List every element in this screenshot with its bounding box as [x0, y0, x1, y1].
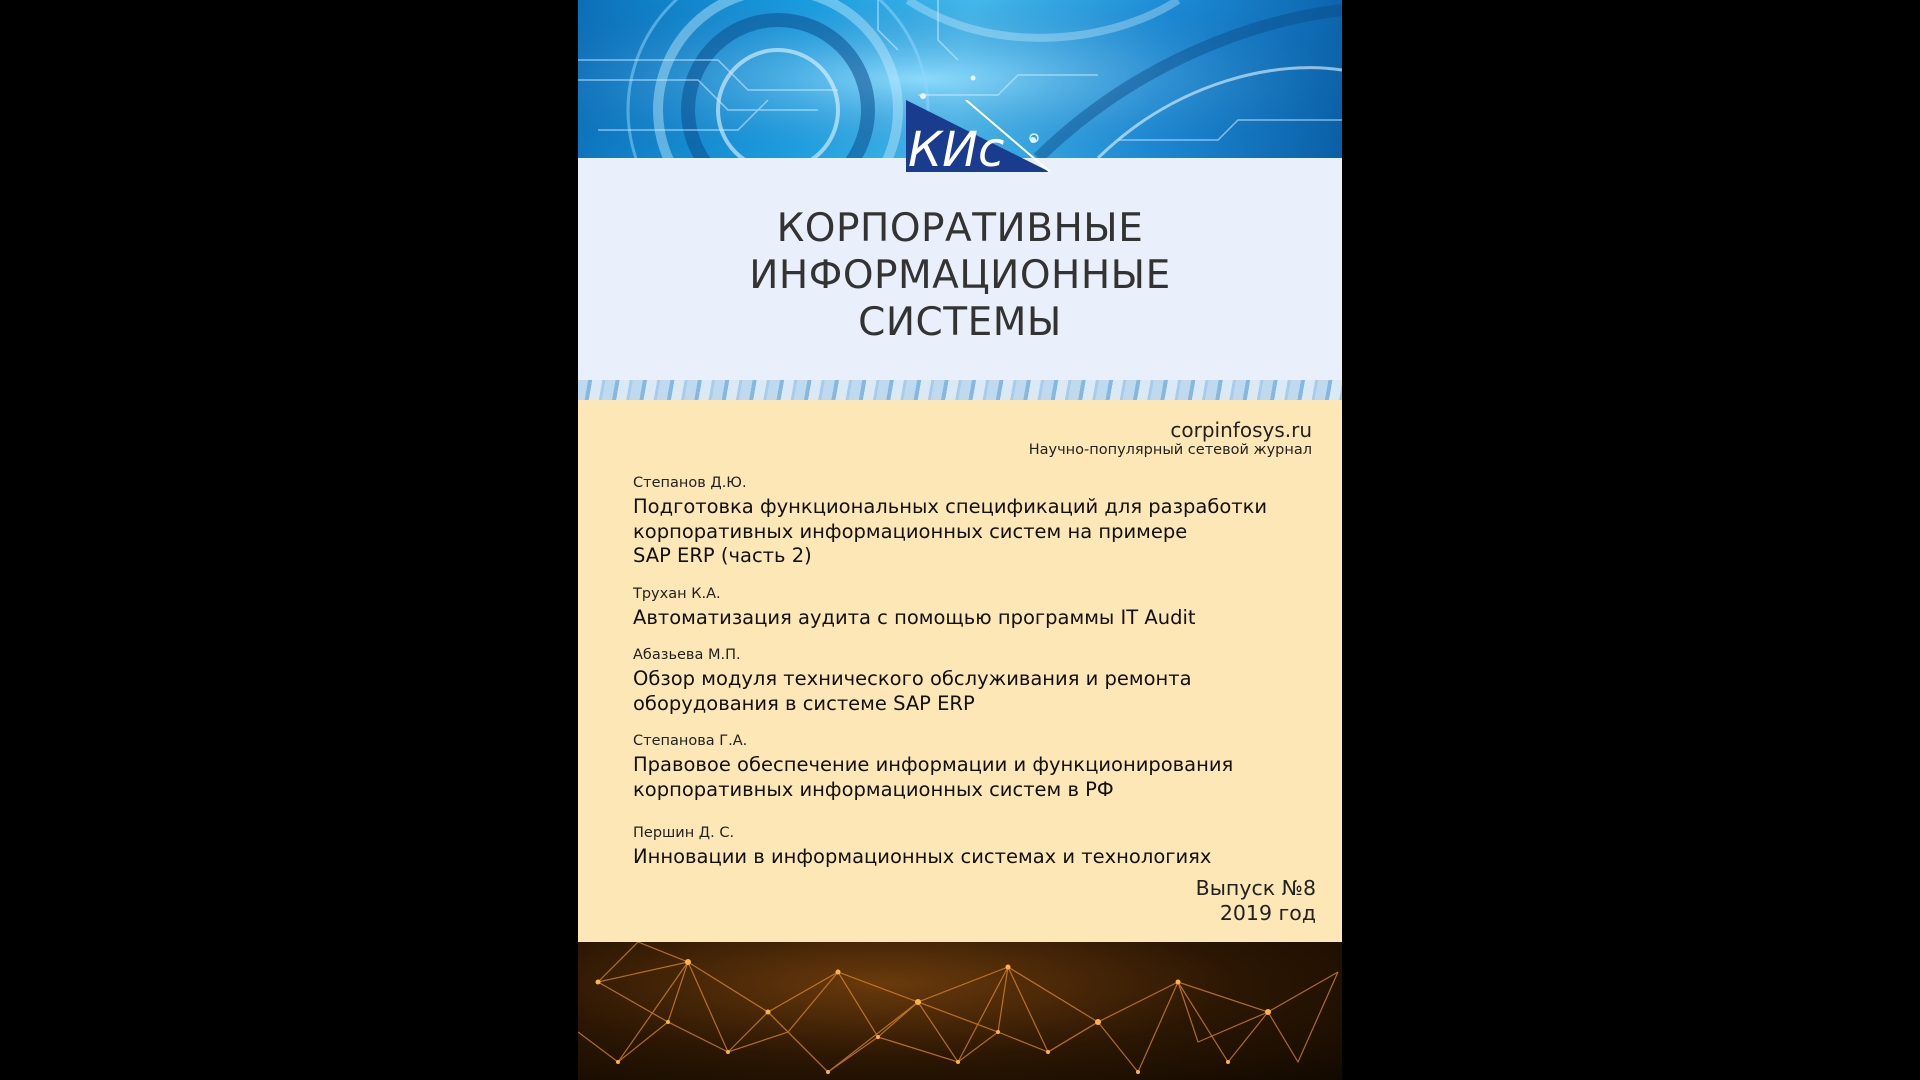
article-title — [633, 667, 1313, 716]
footer-network-banner — [578, 942, 1342, 1080]
article-author: Степанова Г.А. — [633, 733, 748, 749]
article-title-line: Автоматизация аудита с помощью программы IT Audit — [633, 606, 1196, 629]
article-entry — [633, 732, 1313, 802]
article-author: Абазьева М.П. — [633, 647, 741, 663]
article-title — [633, 495, 1313, 569]
issue-year: 2019 год — [1219, 900, 1316, 925]
kis-logo — [906, 100, 1050, 172]
article-author: Першин Д. С. — [633, 825, 735, 841]
article-author: Трухан К.А. — [633, 586, 721, 602]
article-title-line: корпоративных информационных систем на примере — [633, 519, 1188, 543]
article-entry — [633, 474, 1313, 569]
article-title-line: Обзор модуля технического обслуживания и ремонта — [633, 667, 1192, 690]
journal-title — [578, 205, 1342, 346]
article-title-line: Подготовка функциональных спецификаций для разработки — [633, 495, 1268, 518]
title-line-1: КОРПОРАТИВНЫЕ — [776, 206, 1144, 251]
logo-text: КИс — [908, 122, 1005, 172]
article-title-line: SAP ERP (часть 2) — [633, 544, 812, 567]
journal-cover — [578, 0, 1342, 1080]
title-line-3: СИСТЕМЫ — [858, 300, 1062, 345]
article-title-line: Правовое обеспечение информации и функционирования — [633, 753, 1234, 776]
article-title — [633, 606, 1313, 631]
website-url: corpinfosys.ru — [1170, 418, 1312, 442]
article-title — [633, 845, 1313, 870]
article-entry — [633, 824, 1313, 870]
article-title-line: корпоративных информационных систем в РФ — [633, 777, 1114, 801]
network-graphic — [578, 942, 1342, 1080]
article-author: Степанов Д.Ю. — [633, 475, 747, 491]
article-entry — [633, 646, 1313, 716]
decorative-stripe — [578, 380, 1342, 400]
article-title — [633, 753, 1313, 802]
issue-number: Выпуск №8 — [1195, 876, 1316, 900]
article-title-line: Инновации в информационных системах и технологиях — [633, 845, 1212, 868]
article-entry — [633, 585, 1313, 631]
article-title-line: оборудования в системе SAP ERP — [633, 691, 975, 715]
issue-info — [1196, 876, 1316, 925]
journal-subtitle: Научно-популярный сетевой журнал — [1028, 442, 1312, 458]
title-line-2: ИНФОРМАЦИОННЫЕ — [749, 253, 1171, 298]
